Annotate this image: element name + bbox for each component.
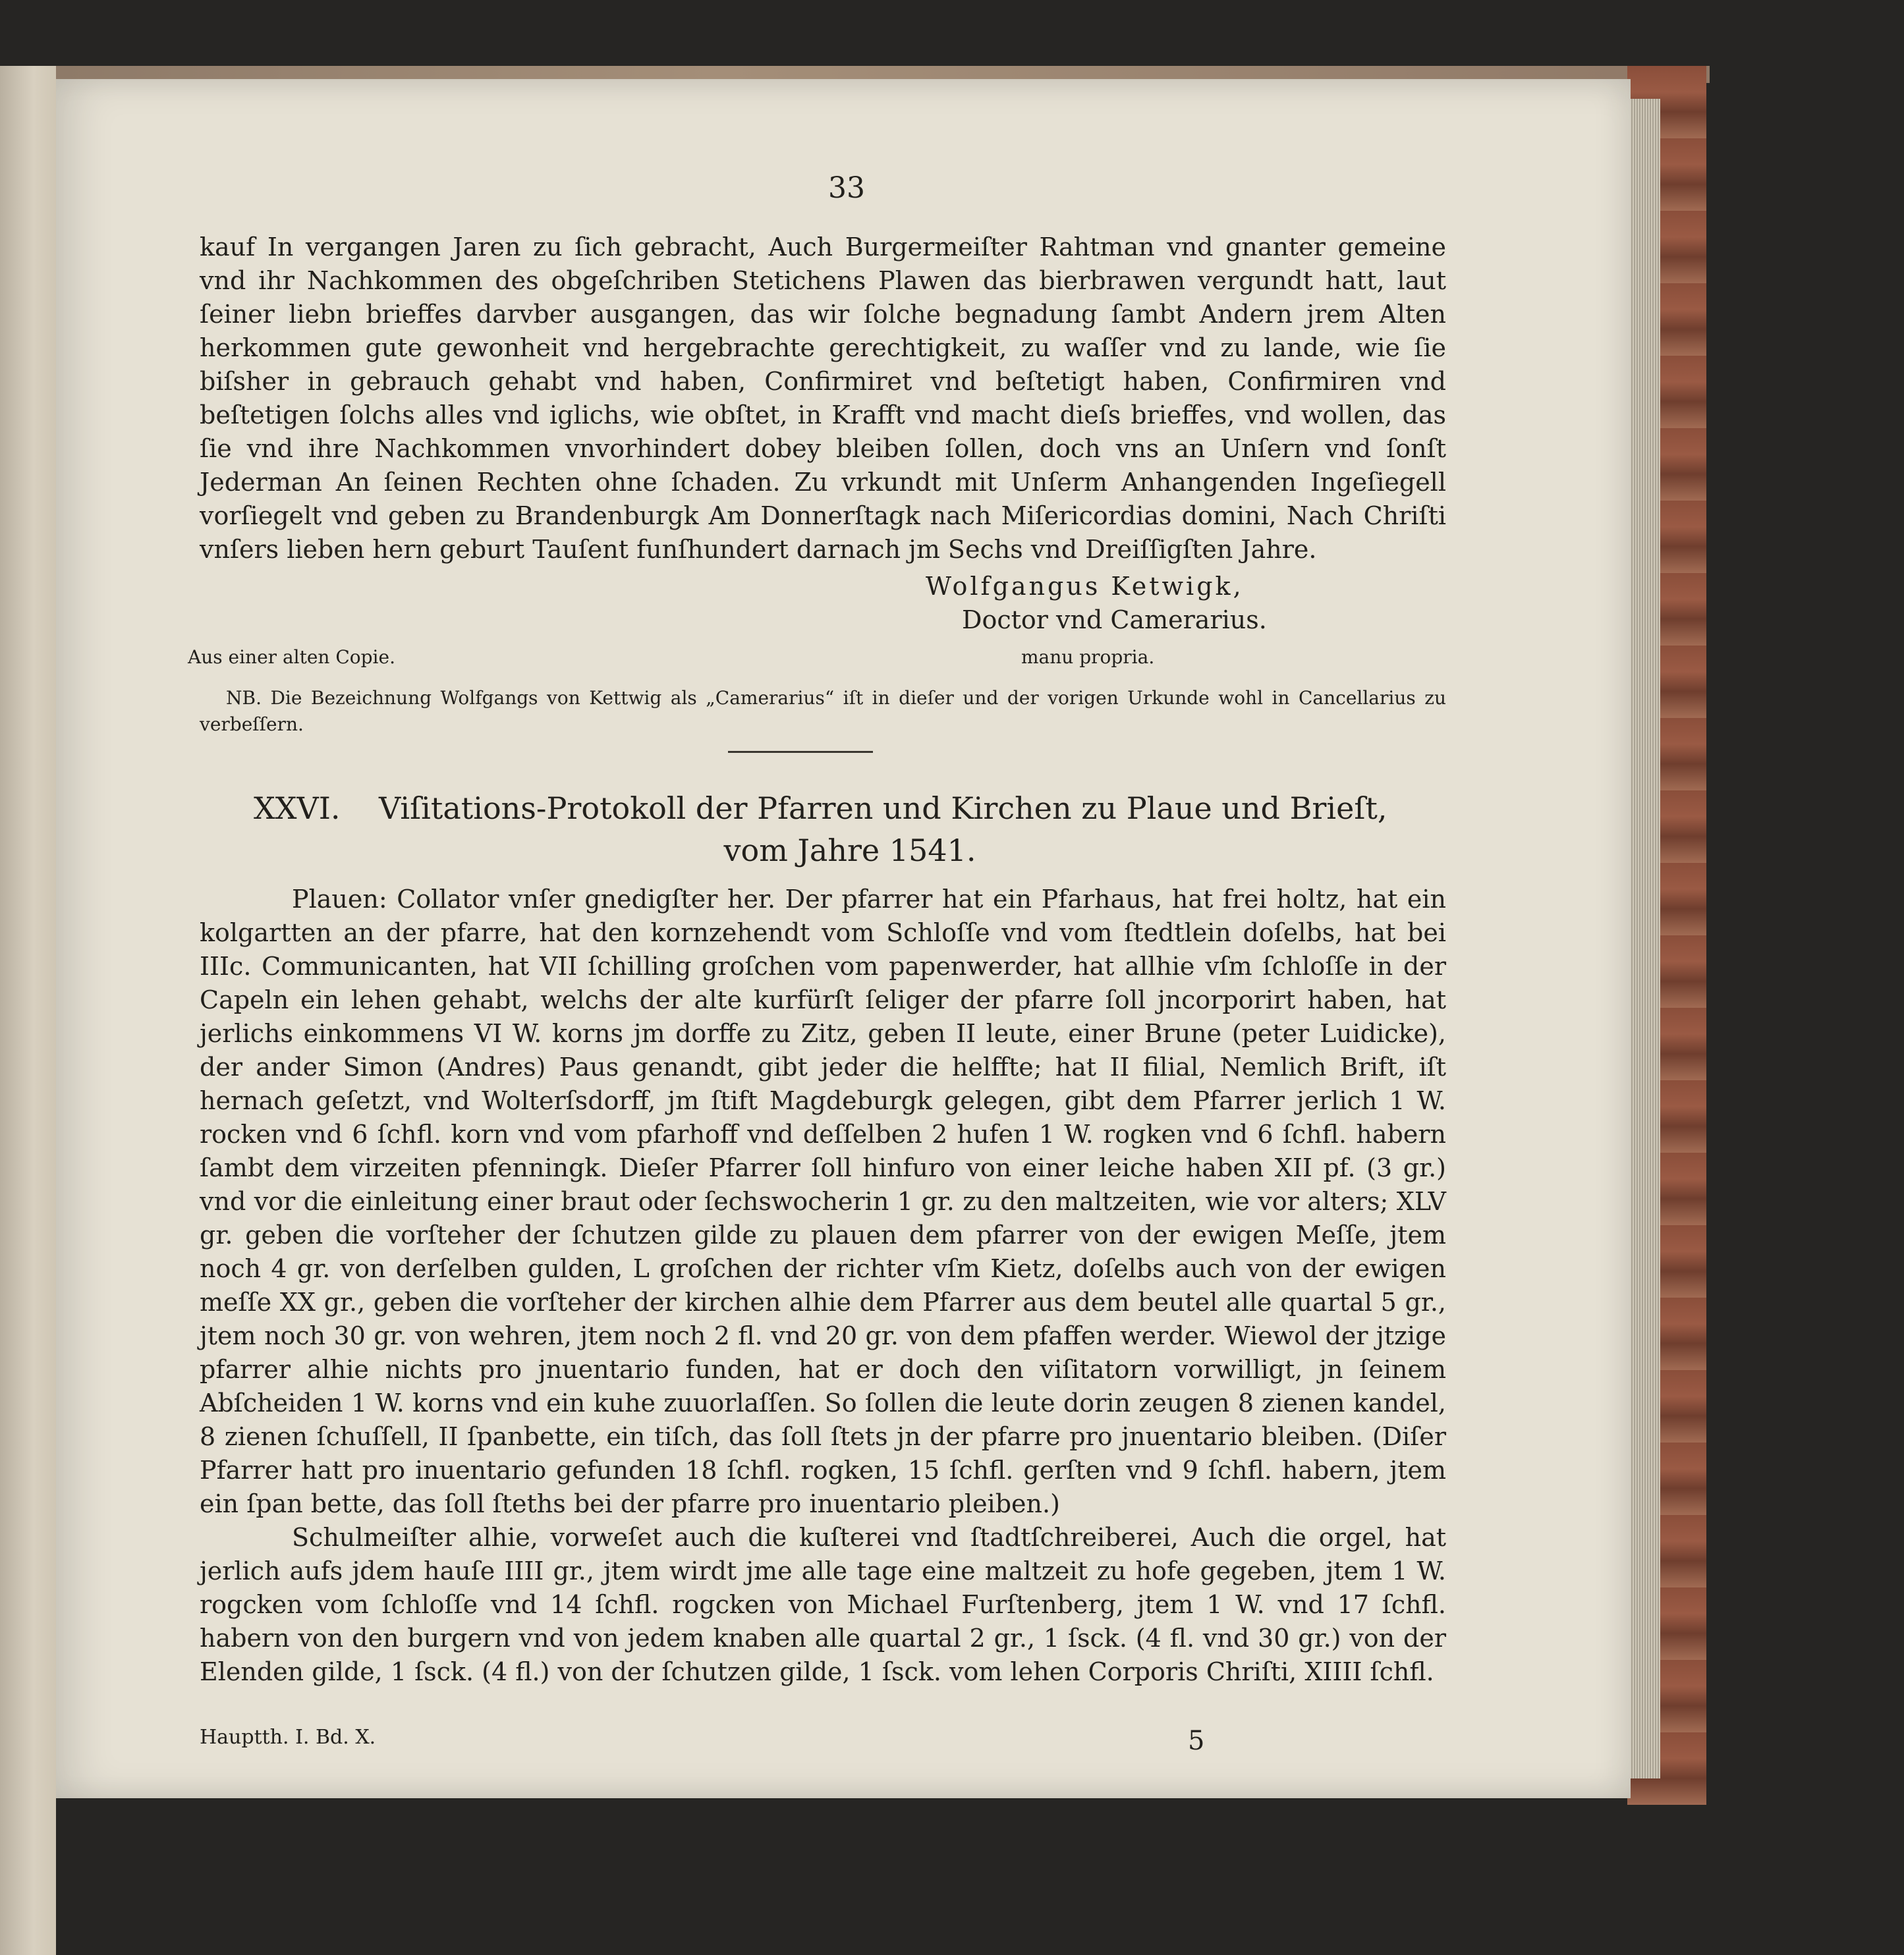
top-paragraph-text: kauf In vergangen Jaren zu ſich gebracht, Auch Burgermeiſter Rahtman vnd gnanter gemeine vnd ihr Nachkommen des obgeſchriben Stetichens Plawen das bierbrawen vergundt hatt, laut ſeiner liebn brieffes darvber ausgangen, das wir ſolche begnadung ſambt Andern jrem Alten herkommen gute gewonheit vnd hergebrachte gerechtigkeit, zu waſſer vnd zu lande, wie ſie biſsher in gebrauch gehabt vnd haben, Confirmiret vnd beſtetigt haben, Confirmiren vnd beſtetigen ſolchs alles vnd iglichs, wie obſtet, in Krafft vnd macht dieſs brieffes, vnd wollen, das ſie vnd ihre Nachkommen vnvorhindert dobey bleiben ſollen, doch vns an Unſern vnd ſonſt Jederman An ſeinen Rechten ohne ſchaden. Zu vrkundt mit Unſerm Anhangenden Ingeſiegell vorſiegelt vnd geben zu Brandenburgk Am Donnerſtagk nach Miſericordias domini, Nach Chriſti vnſers lieben hern geburt Tauſent funſhundert darnach jm Sechs vnd Dreiſſigſten Jahre.	[200, 233, 1446, 564]
page-number: 33	[828, 171, 865, 205]
signature-title: Doctor vnd Camerarius.	[962, 605, 1267, 634]
source-note: Aus einer alten Copie.	[188, 646, 395, 668]
page-footer	[200, 1726, 1446, 1756]
section-title-line1: Viſitations-Protokoll der Pfarren und Kirchen zu Plaue und Brieſt,	[379, 790, 1387, 826]
signature-name: Wolfgangus Ketwigk,	[926, 572, 1244, 601]
section-number: XXVI.	[254, 790, 341, 826]
section-heading	[254, 787, 1440, 871]
paragraph-schulmeister: Schulmeiſter alhie, vorweſet auch die kuſterei vnd ſtadtſchreiberei, Auch die orgel, hat jerlich aufs jdem hauſe IIII gr., jtem wirdt jme alle tage eine maltzeit zu hofe gegeben, jtem 1 W. rogcken vom ſchloſſe vnd 14 ſchfl. rogcken von Michael Furſtenberg, jtem 1 W. vnd 17 ſchfl. habern von den burgern vnd von jedem knaben alle quartal 2 gr., 1 ſsck. (4 fl. vnd 30 gr.) von der Elenden gilde, 1 ſsck. (4 fl.) von der ſchutzen gilde, 1 ſsck. vom lehen Corporis Chriſti, XIIII ſchfl.	[200, 1523, 1446, 1686]
page-edges	[1627, 99, 1660, 1778]
footer-signature-mark: Hauptth. I. Bd. X.	[200, 1726, 376, 1749]
body-text	[200, 883, 1446, 1689]
book-page	[56, 79, 1631, 1798]
top-paragraph	[200, 231, 1446, 566]
facing-page-edge	[0, 66, 56, 1955]
signature-manu: manu propria.	[1021, 646, 1155, 668]
section-title-line2: vom Jahre 1541.	[723, 833, 976, 868]
paragraph-plauen: Plauen: Collator vnſer gnedigſter her. Der pfarrer hat ein Pfarhaus, hat frei holtz, hat ein kolgartten an der pfarre, hat den kornzehendt vom Schloſſe vnd vom ſtedtlein doſelbs, hat bei IIIc. Communicanten, hat VII ſchilling groſchen vom papenwerder, hat allhie vſm ſchloſſe in der Capeln ein lehen gehabt, welchs der alte kurfürſt ſeliger der pfarre ſoll jncorporirt haben, hat jerlichs einkommens VI W. korns jm dorffe zu Zitz, geben II leute, einer Brune (peter Luidicke), der ander Simon (Andres) Paus genandt, gibt jeder die helffte; hat II filial, Nemlich Brift, iſt hernach geſetzt, vnd Wolterſsdorff, jm ſtift Magdeburgk gelegen, gibt dem Pfarrer jerlich 1 W. rocken vnd 6 ſchfl. korn vnd vom pfarhoff vnd deſſelben 2 hufen 1 W. rogken vnd 6 ſchfl. habern ſambt dem virzeiten pfenningk. Dieſer Pfarrer ſoll hinfuro von einer leiche haben XII pf. (3 gr.) vnd vor die einleitung einer braut oder ſechswocherin 1 gr. zu den maltzeiten, wie vor alters; XLV gr. geben die vorſteher der ſchutzen gilde zu plauen dem pfarrer von der ewigen Meſſe, jtem noch 4 gr. von derſelben gulden, L groſchen der richter vſm Kietz, doſelbs auch von der ewigen meſſe XX gr., geben die vorſteher der kirchen alhie dem Pfarrer aus dem beutel alle quartal 5 gr., jtem noch 30 gr. von wehren, jtem noch 2 fl. vnd 20 gr. von dem pfaffen werder. Wiewol der jtzige pfarrer alhie nichts pro jnuentario funden, hat er doch den viſitatorn vorwilligt, jn ſeinem Abſcheiden 1 W. korns vnd ein kuhe zuuorlaſſen. So ſollen die leute dorin zeugen 8 zienen kandel, 8 zienen ſchuſſell, II ſpanbette, ein tiſch, das ſoll ſtets jn der pfarre pro jnuentario bleiben. (Diſer Pfarrer hatt pro inuentario gefunden 18 ſchfl. rogken, 15 ſchfl. gerſten vnd 9 ſchfl. habern, jtem ein ſpan bette, das ſoll ſteths bei der pfarre pro inuentario pleiben.)	[200, 885, 1446, 1518]
nb-note: NB. Die Bezeichnung Wolfgangs von Kettwig als „Camerarius“ iſt in dieſer und der vorigen Urkunde wohl in Cancellarius zu verbeſſern.	[200, 687, 1446, 735]
section-divider	[728, 751, 873, 753]
footer-sheet-number: 5	[1188, 1726, 1205, 1756]
